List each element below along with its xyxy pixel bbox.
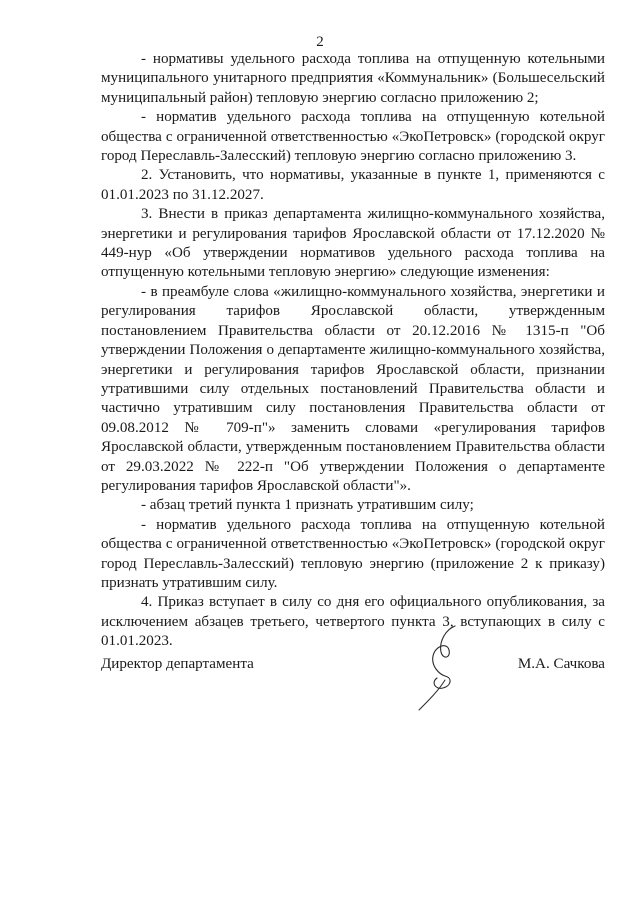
handwritten-signature	[405, 620, 475, 712]
paragraph-preamble-change: - в преамбуле слова «жилищно-коммунального хозяйства, энергетики и регулирования тарифов Ярославской области, утвержденным постановлением Правительства области от 20.12.2016 № 1315-п "Об утверждении Положения о департаменте жилищно-коммунального хозяйства, энергетики и регулирования тарифов Ярославской области, признании утратившими силу отдельных постановлений Правительства области и частично утратившим силу постановления Правительства области от 09.08.2012 № 709-п"» заменить словами «регулирования тарифов Ярославской области, утвержденным постановлением Правительства области от 29.03.2022 № 222-п "Об утверждении Положения о департаменте регулирования тарифов Ярославской области"».	[101, 283, 605, 494]
paragraph-abzac-invalid: - абзац третий пункта 1 признать утратившим силу;	[141, 497, 474, 514]
paragraph-item-4: 4. Приказ вступает в силу со дня его официального опубликования, за исключением абзацев третьего, четвертого пункта 3, вступающих в силу с 01.01.2023.	[101, 594, 605, 650]
document-body	[101, 50, 605, 652]
signatory-title: Директор департамента	[101, 656, 254, 672]
paragraph-norm-kommunalnik: - нормативы удельного расхода топлива на отпущенную котельными муниципального унитарного предприятия «Коммунальник» (Большесельский муниципальный район) тепловую энергию согласно приложению 2;	[101, 51, 605, 106]
signature-block	[101, 656, 605, 676]
paragraph-norm-ekopetrovsk: - норматив удельного расхода топлива на отпущенную котельной общества с ограниченной ответственностью «ЭкоПетровск» (городской округ город Переславль-Залесский) тепловую энергию согласно приложению 3.	[101, 109, 605, 165]
signatory-name: М.А. Сачкова	[517, 656, 605, 672]
paragraph-norm-invalid: - норматив удельного расхода топлива на отпущенную котельной общества с ограниченной ответственностью «ЭкоПетровск» (городской округ город Переславль-Залесский) тепловую энергию (приложение 2 к приказу) признать утратившим силу.	[101, 516, 605, 591]
paragraph-item-2: 2. Установить, что нормативы, указанные в пункте 1, применяются с 01.01.2023 по 31.12.2027.	[101, 167, 605, 203]
page-number: 2	[316, 34, 324, 50]
paragraph-item-3: 3. Внести в приказ департамента жилищно-коммунального хозяйства, энергетики и регулирования тарифов Ярославской области от 17.12.2020 № 449-нур «Об утверждении нормативов удельного расхода топлива на отпущенную котельными тепловую энергию» следующие изменения:	[101, 206, 605, 281]
